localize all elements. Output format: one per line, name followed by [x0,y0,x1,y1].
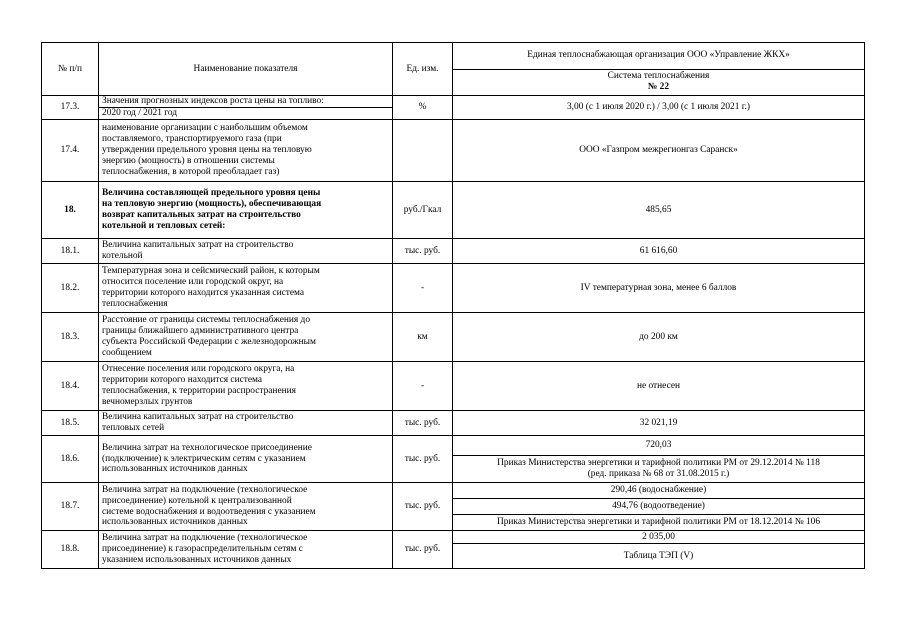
row-18-2-value: IV температурная зона, менее 6 баллов [453,264,865,313]
header-system-cell [453,69,865,96]
row-18-8-num: 18.8. [42,531,99,569]
row-17-4-unit [393,120,453,182]
row-18-4-value: не отнесен [453,362,865,411]
row-17-3-value: 3,00 (с 1 июля 2020 г.) / 3,00 (с 1 июля 2021 г.) [453,96,865,120]
row-18-8-name: Величина затрат на подключение (технологическое присоединение) к газораспределительным сетям с указанием использованных источников данных [99,531,393,569]
row-18-8-source: Таблица ТЭП (V) [453,544,865,569]
row-18-6-num: 18.6. [42,436,99,483]
row-18-7-unit: тыс. руб. [393,483,453,531]
row-18-7-source: Приказ Министерства энергетики и тарифной политики РМ от 18.12.2014 № 106 [453,515,865,531]
header-name: Наименование показателя [99,43,393,96]
row-17-4-value: ООО «Газпром межрегионгаз Саранск» [453,120,865,182]
row-18-3-name: Расстояние от границы системы теплоснабжения до границы ближайшего административного центра субъекта Российской Федерации с железнодорожным сообщением [99,313,393,362]
header-org: Единая теплоснабжающая организация ООО «Управление ЖКХ» [453,43,865,70]
row-18-5-value: 32 021,19 [453,411,865,436]
header-system: Система теплоснабжения [607,71,710,82]
row-17-3-num: 17.3. [42,96,99,120]
row-18-8-value: 2 035,00 [453,531,865,544]
row-18-5-num: 18.5. [42,411,99,436]
row-18-3-num: 18.3. [42,313,99,362]
row-18-num: 18. [42,182,99,239]
row-17-4-name: наименование организации с наибольшим объемом поставляемого, транспортируемого газа (при утверждении предельного уровня цены на тепловую энергию (мощность) в отношении системы теплоснабжения, в которой преобладает газ) [99,120,393,182]
row-18-3-unit: км [393,313,453,362]
row-18-7-num: 18.7. [42,483,99,531]
row-18-name: Величина составляющей предельного уровня цены на тепловую энергию (мощность), обеспечивающая возврат капитальных затрат на строительство котельной и тепловых сетей: [99,182,393,239]
header-num: № п/п [42,43,99,96]
row-18-4-num: 18.4. [42,362,99,411]
row-18-5-name: Величина капитальных затрат на строительство тепловых сетей [99,411,393,436]
row-18-8-unit: тыс. руб. [393,531,453,569]
row-18-1-num: 18.1. [42,239,99,264]
row-18-7-value-sewage: 494,76 (водоотведение) [453,499,865,515]
row-18-4-name: Отнесение поселения или городского округа, на территории которого находится система теплоснабжения, к территории распространения вечномерзлых грунтов [99,362,393,411]
row-17-3-name-a: Значения прогнозных индексов роста цены на топливо: [99,96,393,108]
row-18-6-name: Величина затрат на технологическое присоединение (подключение) к электрическим сетям с указанием использованных источников данных [99,436,393,483]
row-18-2-num: 18.2. [42,264,99,313]
row-18-2-name: Температурная зона и сейсмический район, к которым относится поселение или городской округ, на территории которого находится указанная система теплоснабжения [99,264,393,313]
row-18-1-value: 61 616,60 [453,239,865,264]
row-18-unit: руб./Гкал [393,182,453,239]
row-18-3-value: до 200 км [453,313,865,362]
row-18-7-name: Величина затрат на подключение (технологическое присоединение) котельной к централизованной системе водоснабжения и водоотведения с указанием использованных источников данных [99,483,393,531]
row-17-3-name-b: 2020 год / 2021 год [99,108,393,120]
header-system-number: № 22 [647,82,670,93]
row-18-7-value-water: 290,46 (водоснабжение) [453,483,865,499]
row-18-1-name: Величина капитальных затрат на строительство котельной [99,239,393,264]
row-17-3-unit: % [393,96,453,120]
header-unit: Ед. изм. [393,43,453,96]
row-18-4-unit: - [393,362,453,411]
row-18-5-unit: тыс. руб. [393,411,453,436]
tariff-table [41,42,865,569]
row-18-value: 485,65 [453,182,865,239]
row-18-1-unit: тыс. руб. [393,239,453,264]
row-18-2-unit: - [393,264,453,313]
row-17-4-num: 17.4. [42,120,99,182]
row-18-6-source: Приказ Министерства энергетики и тарифной политики РМ от 29.12.2014 № 118 (ред. приказа № 68 от 31.08.2015 г.) [453,456,865,483]
row-18-6-value: 720,03 [453,436,865,456]
row-18-6-unit: тыс. руб. [393,436,453,483]
